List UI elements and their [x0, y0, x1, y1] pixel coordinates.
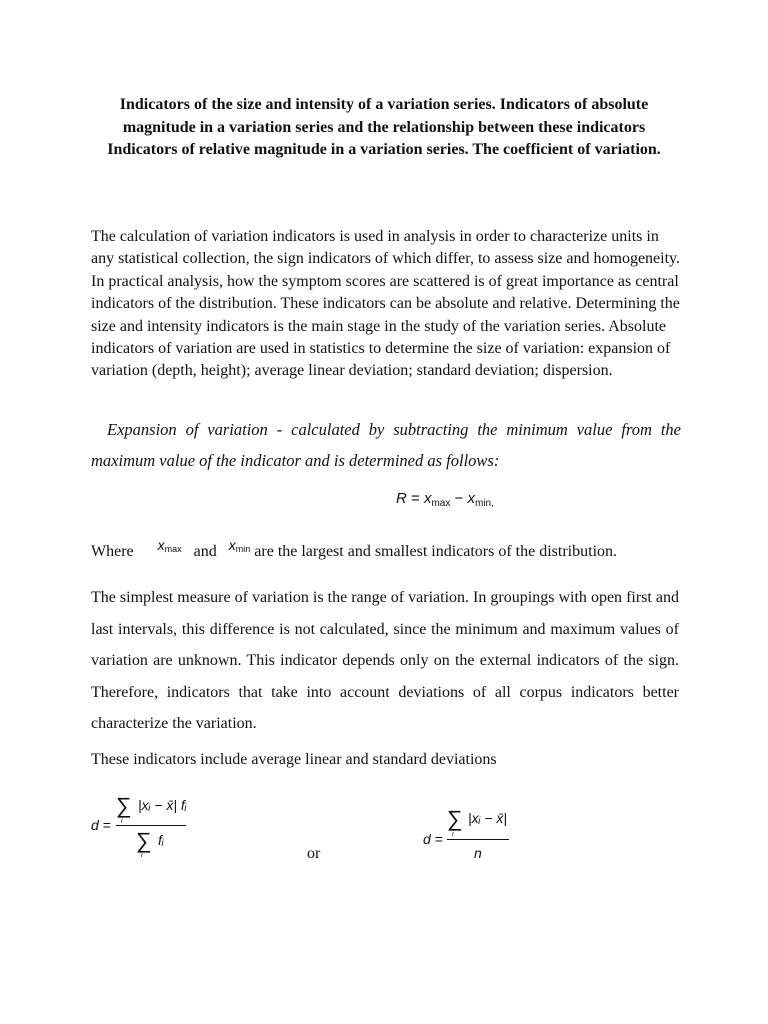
- range-formula: [396, 490, 494, 509]
- range-paragraph: The simplest measure of variation is the range of variation. In groupings with open first and last intervals, this difference is not calculated, since the minimum and maximum values of variation are unknown. This indicator depends only on the external indicators of the sign. Therefore, indicators that take into account deviations of all corpus indicators better characterize the variation.: [91, 589, 679, 732]
- d-label-weighted: d =: [91, 817, 111, 833]
- where-line: [91, 537, 618, 561]
- formula-comma: ,: [491, 498, 494, 509]
- minus-sign: −: [454, 490, 464, 507]
- d-label-simple: d =: [423, 831, 443, 847]
- sigma-index: i: [141, 852, 143, 859]
- sigma-index: i: [121, 818, 123, 825]
- deviations-intro: These indicators include average linear and standard deviations: [91, 751, 497, 768]
- or-word: or: [307, 845, 321, 862]
- range-symbol: R: [396, 490, 407, 507]
- fraction-bar: [447, 839, 509, 840]
- range-equals: =: [411, 490, 420, 507]
- simple-denominator: n: [474, 845, 482, 861]
- x-symbol-max: x: [423, 490, 432, 507]
- expansion-paragraph: Expansion of variation - calculated by subtracting the minimum value from the maximum value of the indicator and is determined as follows:: [91, 420, 681, 470]
- xmin-symbol: $x_{min}$: [228, 537, 251, 554]
- fraction-bar: [116, 825, 186, 826]
- document-title: Indicators of the size and intensity of a variation series. Indicators of absolute magnitude in a variation series and the relationship between these indicators Indicators of relative magnitude in a variation series. The coefficient of variation.: [107, 96, 661, 158]
- min-subscript: min: [474, 498, 492, 509]
- intro-paragraph: The calculation of variation indicators is used in analysis in order to characterize units in any statistical collection, the sign indicators of which differ, to assess size and homogeneity. In practical analysis, how the symptom scores are scattered is of great importance as central indicators of the distribution. These indicators can be absolute and relative. Determining the size and intensity indicators is the main stage in the study of the variation series. Absolute indicators of variation are used in statistics to determine the size of variation: expansion of variation (depth, height); average linear deviation; standard deviation; dispersion.: [91, 228, 680, 380]
- weighted-denominator: fᵢ: [158, 832, 164, 848]
- x-symbol-min: x: [467, 490, 475, 507]
- simple-numerator: |xᵢ − x̄|: [468, 810, 507, 826]
- xmax-symbol: $x_{max}$: [157, 537, 182, 554]
- sigma-index: i: [452, 831, 454, 838]
- and-word: and: [193, 543, 217, 560]
- sigma-icon: ∑: [136, 828, 152, 853]
- where-rest: are the largest and smallest indicators of the distribution.: [254, 543, 618, 560]
- max-subscript: max: [431, 498, 451, 509]
- sigma-icon: ∑: [116, 793, 132, 818]
- sigma-icon: ∑: [447, 806, 463, 831]
- where-word: Where: [91, 543, 134, 560]
- weighted-numerator: |xᵢ − x̄| fᵢ: [138, 797, 187, 813]
